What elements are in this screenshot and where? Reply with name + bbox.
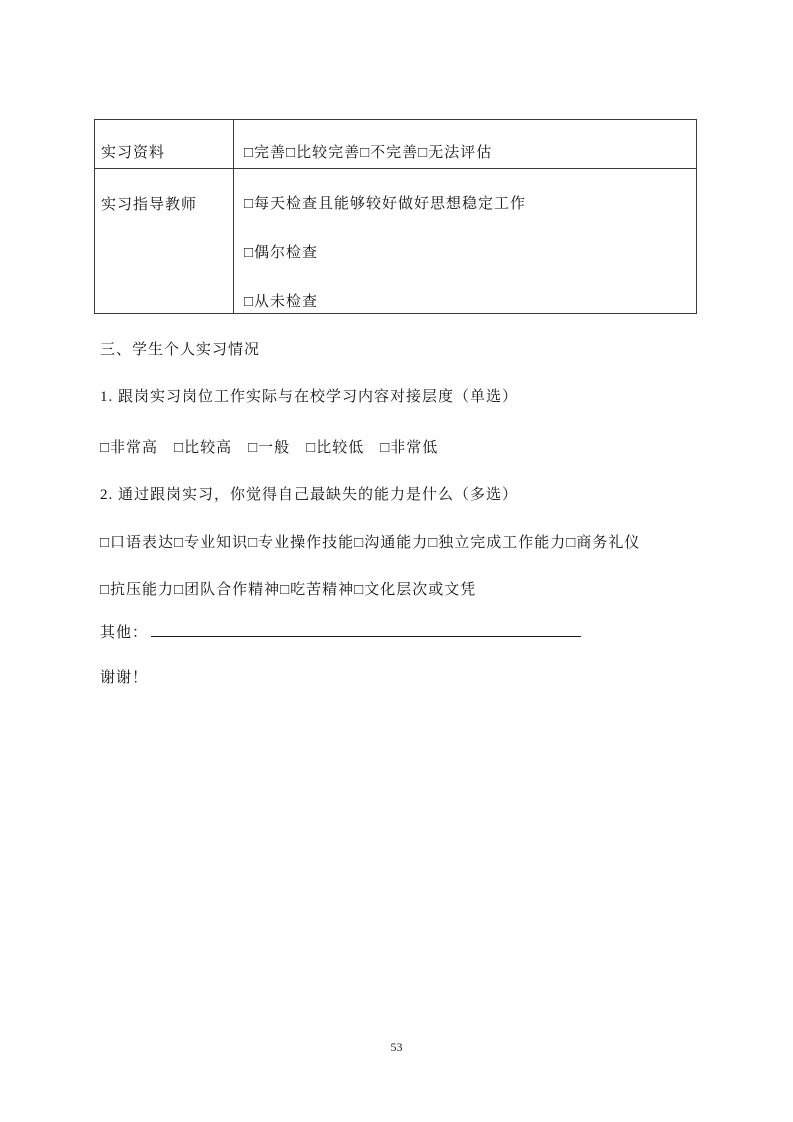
page-number: 53 (390, 1040, 403, 1054)
question-2-options-line-2: □抗压能力□团队合作精神□吃苦精神□文化层次或文凭 (100, 582, 477, 598)
row-label-cell (95, 169, 234, 314)
table-row (95, 169, 697, 314)
other-label: 其他： (100, 625, 149, 641)
question-2: 2. 通过跟岗实习，你觉得自己最缺失的能力是什么（多选） (100, 487, 519, 503)
checkbox-option-line: □完善□比较完善□不完善□无法评估 (244, 145, 493, 161)
checkbox-option-line: □偶尔检查 (244, 245, 319, 261)
other-blank-line (151, 622, 581, 637)
question-2-options-line-1: □口语表达□专业知识□专业操作技能□沟通能力□独立完成工作能力□商务礼仪 (100, 535, 641, 551)
table-row (95, 120, 697, 169)
row-label: 实习指导教师 (101, 197, 198, 213)
evaluation-table (94, 119, 697, 314)
row-options-cell (234, 169, 697, 314)
thanks-text: 谢谢！ (100, 670, 149, 686)
other-line (100, 622, 581, 644)
question-1: 1. 跟岗实习岗位工作实际与在校学习内容对接层度（单选） (100, 389, 519, 405)
checkbox-option-line: □每天检查且能够较好做好思想稳定工作 (244, 196, 527, 212)
row-label-cell (95, 120, 234, 169)
question-1-options: □非常高 □比较高 □一般 □比较低 □非常低 (100, 440, 439, 456)
checkbox-option-line: □从未检查 (244, 294, 319, 310)
row-options-cell (234, 120, 697, 169)
row-label: 实习资料 (101, 145, 166, 161)
section-heading: 三、学生个人实习情况 (100, 342, 261, 358)
